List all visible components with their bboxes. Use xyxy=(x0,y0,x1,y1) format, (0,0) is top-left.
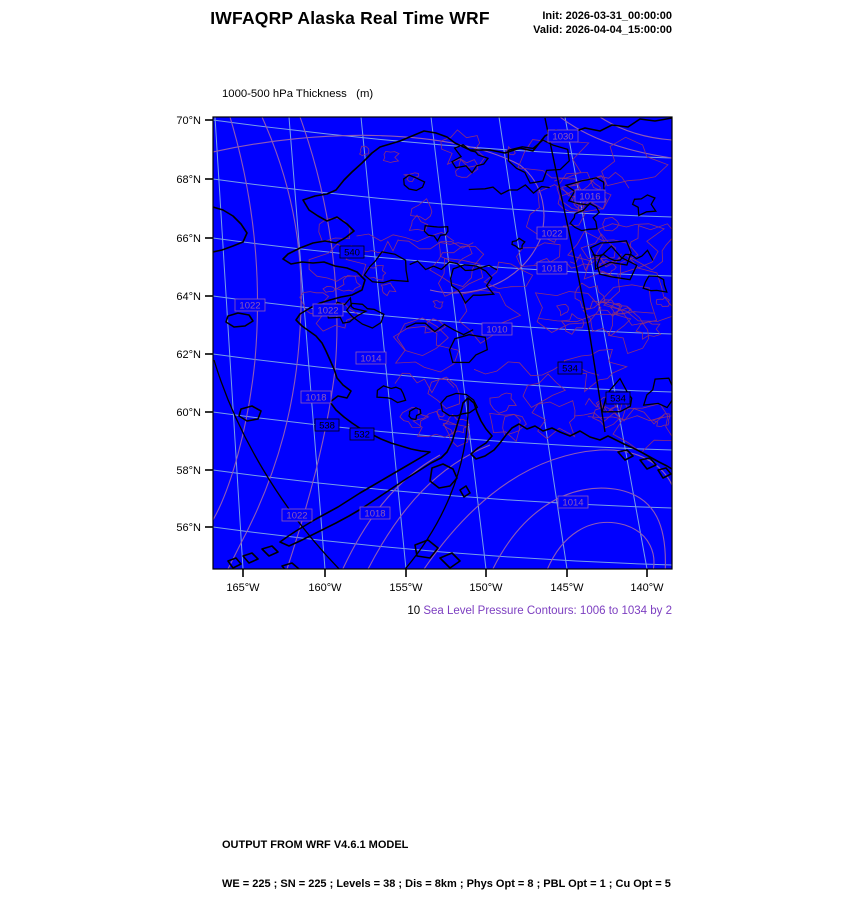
svg-text:538: 538 xyxy=(319,420,335,432)
slp-contour-label xyxy=(548,130,578,143)
lon-tick-label: 145°W xyxy=(550,582,584,594)
svg-text:1022: 1022 xyxy=(317,305,339,317)
contour-caption xyxy=(407,605,672,617)
slp-contour-label xyxy=(575,190,605,203)
slp-contour-label xyxy=(356,352,386,365)
svg-text:1014: 1014 xyxy=(360,353,382,365)
svg-text:1018: 1018 xyxy=(541,263,563,275)
lon-tick-label: 150°W xyxy=(469,582,503,594)
thickness-contour-label xyxy=(606,392,630,405)
lon-tick-label: 165°W xyxy=(226,582,260,594)
svg-text:1010: 1010 xyxy=(486,324,508,336)
lon-tick-label: 160°W xyxy=(308,582,342,594)
svg-text:1022: 1022 xyxy=(286,510,308,522)
svg-text:1016: 1016 xyxy=(579,191,601,203)
svg-text:540: 540 xyxy=(344,247,360,259)
map-layers xyxy=(213,117,699,575)
lat-tick-label: 56°N xyxy=(176,522,201,534)
svg-text:1014: 1014 xyxy=(562,497,584,509)
caption-text: Sea Level Pressure Contours: 1006 to 1034 by 2 xyxy=(423,605,672,617)
caption-prefix: 10 xyxy=(407,605,421,617)
lat-tick-label: 62°N xyxy=(176,349,201,361)
slp-contour-label xyxy=(235,299,265,312)
slp-contour-label xyxy=(360,507,390,520)
lat-tick-label: 58°N xyxy=(176,465,201,477)
slp-contour-label xyxy=(301,391,331,404)
thickness-contour-label xyxy=(350,428,374,441)
legend-line-thickness-1: 1000-500 hPa Thickness (m) xyxy=(222,88,374,101)
page-title: IWFAQRP Alaska Real Time WRF xyxy=(210,8,490,28)
footer-model-line: OUTPUT FROM WRF V4.6.1 MODEL xyxy=(222,839,409,851)
svg-text:1018: 1018 xyxy=(364,508,386,520)
lat-tick-label: 64°N xyxy=(176,291,201,303)
svg-text:1018: 1018 xyxy=(305,392,327,404)
thickness-contour-label xyxy=(558,362,582,375)
lat-tick-label: 68°N xyxy=(176,174,201,186)
footer-config-line: WE = 225 ; SN = 225 ; Levels = 38 ; Dis = 8km ; Phys Opt = 8 ; PBL Opt = 1 ; Cu Opt = 5 xyxy=(222,878,671,890)
slp-contour-label xyxy=(482,323,512,336)
slp-contour-label xyxy=(537,262,567,275)
svg-text:1022: 1022 xyxy=(239,300,261,312)
slp-contour-label xyxy=(313,304,343,317)
svg-text:532: 532 xyxy=(354,429,370,441)
lat-tick-label: 60°N xyxy=(176,407,201,419)
lon-tick-label: 155°W xyxy=(389,582,423,594)
valid-timestamp: Valid: 2026-04-04_15:00:00 xyxy=(533,23,672,36)
svg-text:1022: 1022 xyxy=(541,228,563,240)
slp-contour-label xyxy=(282,509,312,522)
lat-tick-label: 70°N xyxy=(176,115,201,127)
slp-contour-label xyxy=(558,496,588,509)
thickness-contour-label xyxy=(315,419,339,432)
init-timestamp: Init: 2026-03-31_00:00:00 xyxy=(542,10,672,22)
slp-contour-label xyxy=(537,227,567,240)
model-footer xyxy=(222,813,671,917)
lon-tick-label: 140°W xyxy=(630,582,664,594)
lat-tick-label: 66°N xyxy=(176,233,201,245)
thickness-contour-label xyxy=(340,246,364,259)
svg-text:534: 534 xyxy=(562,363,578,375)
svg-text:534: 534 xyxy=(610,393,626,405)
svg-text:1030: 1030 xyxy=(552,131,574,143)
